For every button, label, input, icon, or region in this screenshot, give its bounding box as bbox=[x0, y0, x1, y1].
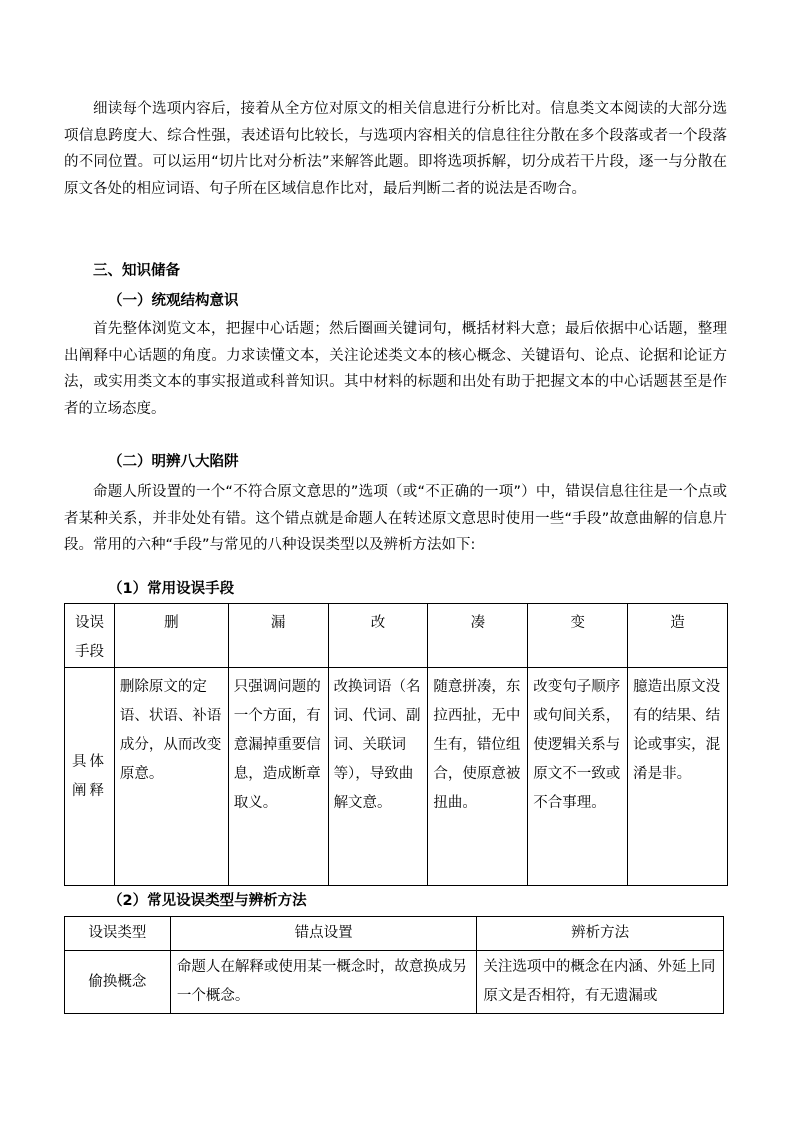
method-name: 变 bbox=[528, 604, 628, 668]
trap-type: 偷换概念 bbox=[65, 951, 171, 1014]
traps-paragraph: 命题人所设置的一个“不符合原文意思的”选项（或“不正确的一项”）中，错误信息往往是一个点或者某种关系，并非处处有错。这个错点就是命题人在转述原文意思时使用一些“手段”故意曲解的信息片段。常用的六种“手段”与常见的八种设误类型以及辨析方法如下: bbox=[64, 484, 727, 553]
table1-title: （1）常用设误手段 bbox=[108, 581, 235, 597]
structure-paragraph: 首先整体浏览文本，把握中心话题；然后圈画关键词句，概括材料大意；最后依据中心话题，整理出阐释中心话题的角度。力求读懂文本，关注论述类文本的核心概念、关键语句、论点、论据和论证方法，或实用类文本的事实报道或科普知识。其中材料的标题和出处有助于把握文本的中心话题甚至是作者的立场态度。 bbox=[64, 321, 727, 417]
trap-methods-table bbox=[64, 603, 728, 886]
table2-header: 错点设置 bbox=[170, 917, 477, 951]
table2-header: 设误类型 bbox=[65, 917, 171, 951]
method-explanation: 删除原文的定语、状语、补语成分，从而改变原意。 bbox=[114, 668, 228, 886]
method-explanation: 改换词语（名词、代词、副词、关联词等），导致曲解文意。 bbox=[328, 668, 428, 886]
method-name: 删 bbox=[114, 604, 228, 668]
method-name: 改 bbox=[328, 604, 428, 668]
table2-title: （2）常见设误类型与辨析方法 bbox=[108, 893, 307, 909]
section-title-knowledge: 三、知识储备 bbox=[93, 263, 180, 279]
method-explanation: 臆造出原文没有的结果、结论或事实，混淆是非。 bbox=[628, 668, 728, 886]
method-explanation: 改变句子顺序或句间关系，使逻辑关系与原文不一致或不合事理。 bbox=[528, 668, 628, 886]
method-name: 凑 bbox=[428, 604, 528, 668]
trap-types-table bbox=[64, 916, 724, 1014]
intro-paragraph: 细读每个选项内容后，接着从全方位对原文的相关信息进行分析比对。信息类文本阅读的大部分选项信息跨度大、综合性强，表述语句比较长，与选项内容相关的信息往往分散在多个段落或者一个段落的不同位置。可以运用“切片比对分析法”来解答此题。即将选项拆解，切分成若干片段，逐一与分散在原文各处的相应词语、句子所在区域信息作比对，最后判断二者的说法是否吻合。 bbox=[64, 101, 727, 197]
subsection-title-traps: （二）明辨八大陷阱 bbox=[108, 454, 239, 470]
table2-header: 辨析方法 bbox=[477, 917, 724, 951]
trap-method: 关注选项中的概念在内涵、外延上同原文是否相符，有无遗漏或 bbox=[477, 951, 724, 1014]
method-name: 造 bbox=[628, 604, 728, 668]
trap-setting: 命题人在解释或使用某一概念时，故意换成另一个概念。 bbox=[170, 951, 477, 1014]
method-explanation: 随意拼凑，东拉西扯，无中生有，错位组合，使原意被扭曲。 bbox=[428, 668, 528, 886]
table1-row-label: 具体阐释 bbox=[65, 668, 115, 886]
table1-header-label: 设误手段 bbox=[65, 604, 115, 668]
subsection-title-structure: （一）统观结构意识 bbox=[108, 293, 239, 309]
method-explanation: 只强调问题的一个方面，有意漏掉重要信息，造成断章取义。 bbox=[228, 668, 328, 886]
method-name: 漏 bbox=[228, 604, 328, 668]
